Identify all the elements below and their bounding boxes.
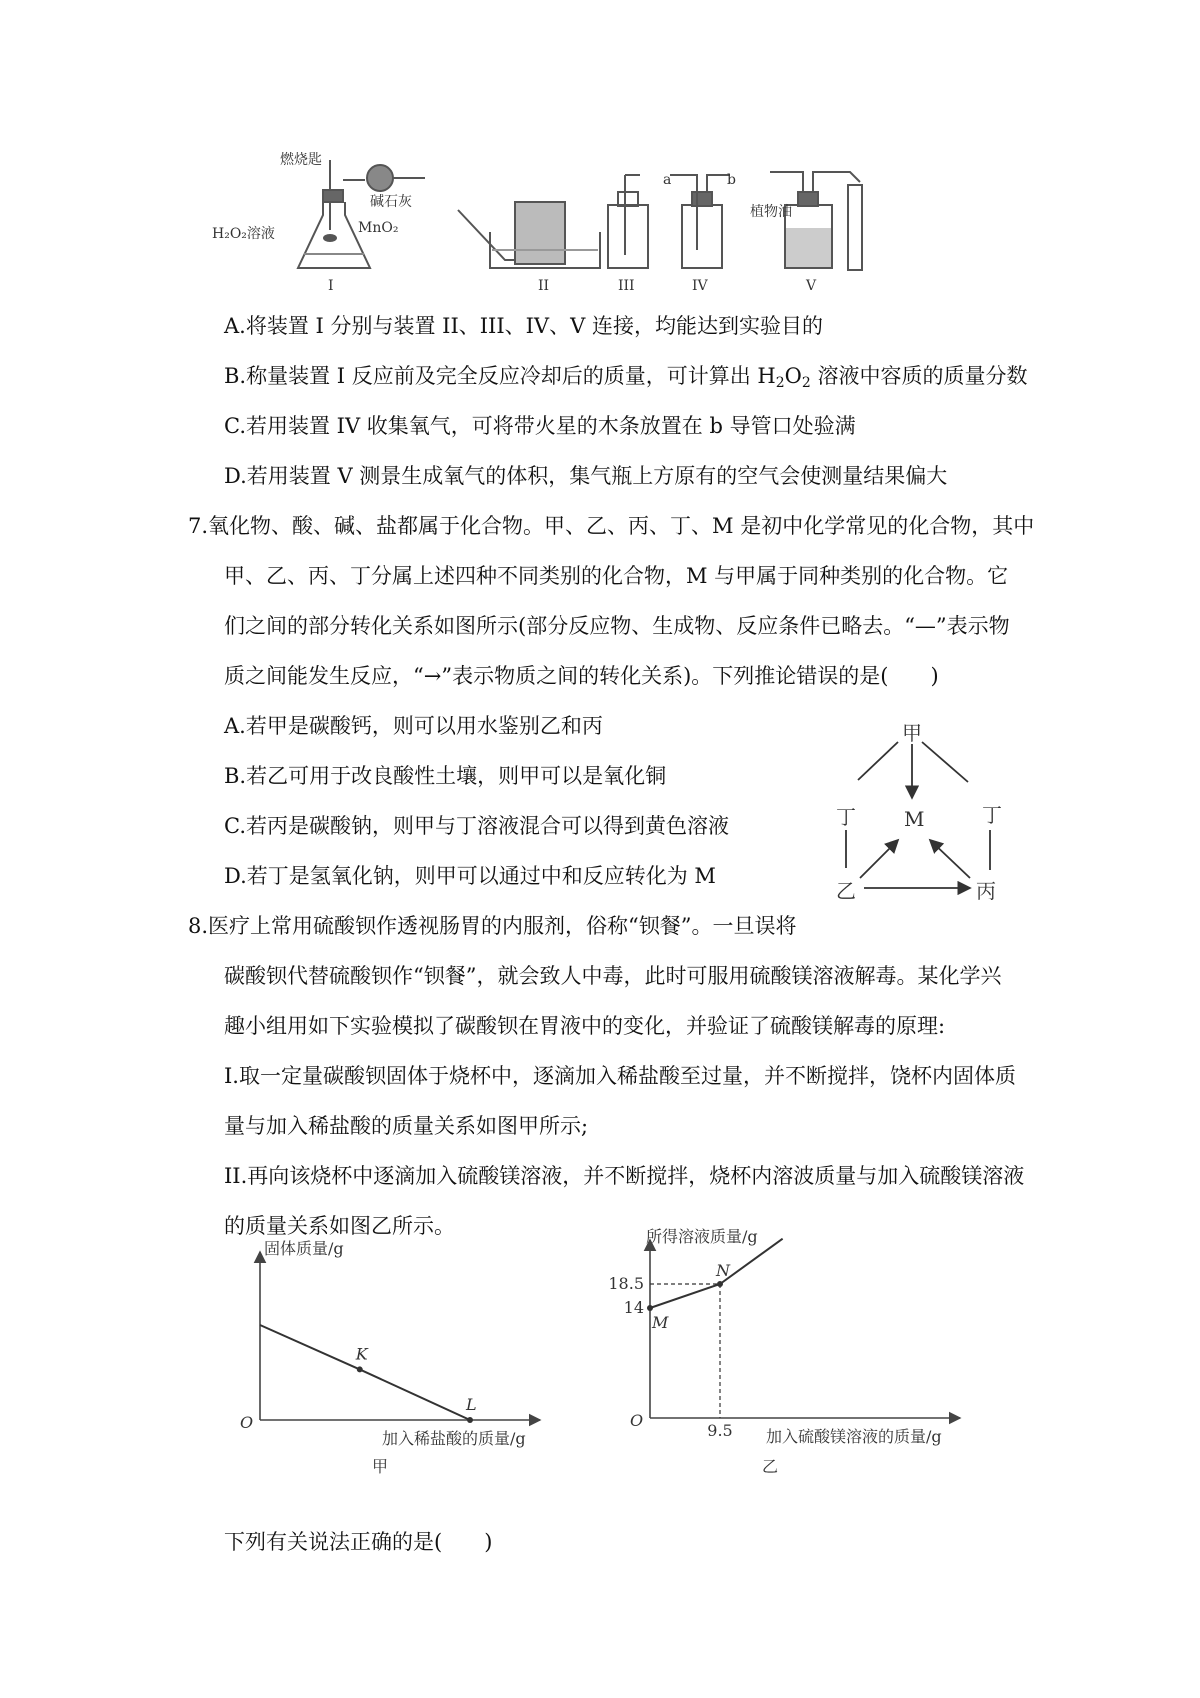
label-vegetable-oil: 植物油 — [750, 204, 792, 220]
chart-jia-point-label-L: L — [466, 1395, 477, 1414]
q6-option-b-sub1: 2 — [775, 375, 785, 391]
device-3 — [608, 175, 648, 268]
label-device-1: I — [328, 278, 334, 294]
q8-stem-line-2: 碳酸钡代替硫酸钡作“钡餐”，就会致人中毒，此时可服用硫酸镁溶液解毒。某化学兴 — [224, 964, 1002, 988]
node-ding-right: 丁 — [982, 803, 1002, 827]
q8-step-1-line-1: I.取一定量碳酸钡固体于烧杯中，逐滴加入稀盐酸至过量，并不断搅拌，饶杯内固体质 — [224, 1064, 1016, 1088]
chart-yi-xtick-9.5: 9.5 — [707, 1421, 733, 1440]
node-bing: 丙 — [976, 879, 996, 903]
device-5 — [770, 172, 862, 270]
label-device-5: V — [806, 278, 817, 294]
q6-option-b-mid: O — [784, 364, 802, 388]
label-device-2: II — [538, 278, 550, 294]
label-port-b: b — [727, 172, 736, 188]
chart-yi-point-label-N: N — [716, 1261, 730, 1280]
device-2 — [458, 202, 600, 268]
chart-jia-point-L — [467, 1417, 473, 1423]
chart-jia-point-K — [357, 1366, 363, 1372]
q6-option-b — [224, 362, 1028, 397]
chart-jia-point-label-K: K — [355, 1344, 368, 1364]
q7-option-b: B.若乙可用于改良酸性土壤，则甲可以是氧化铜 — [224, 764, 667, 788]
node-jia: 甲 — [902, 721, 922, 745]
chart-yi — [580, 1228, 1020, 1490]
chart-yi-point-N — [717, 1281, 723, 1287]
label-device-4: IV — [692, 278, 708, 294]
label-port-a: a — [663, 172, 672, 188]
chart-yi-point-label-M: M — [652, 1313, 669, 1332]
label-soda-lime: 碱石灰 — [370, 194, 412, 210]
chart-yi-ytick-18.5: 18.5 — [608, 1274, 644, 1293]
q8-step-1-line-2: 量与加入稀盐酸的质量关系如图甲所示; — [224, 1114, 589, 1138]
q8-step-2-line-2: 的质量关系如图乙所示。 — [224, 1214, 455, 1238]
q7-stem-line-1: 7.氧化物、酸、碱、盐都属于化合物。甲、乙、丙、丁、M 是初中化学常见的化合物，其中 — [188, 514, 1035, 538]
q7-option-a: A.若甲是碳酸钙，则可以用水鉴别乙和丙 — [224, 714, 603, 738]
q7-option-d: D.若丁是氢氧化钠，则甲可以通过中和反应转化为 M — [224, 864, 716, 888]
q7-option-c: C.若丙是碳酸钠，则甲与丁溶液混合可以得到黄色溶液 — [224, 814, 729, 838]
device-4 — [670, 175, 730, 268]
chart-yi-origin: O — [630, 1411, 644, 1430]
chart-jia-ylabel: 固体质量/g — [264, 1239, 344, 1258]
q8-stem-line-1: 8.医疗上常用硫酸钡作透视肠胃的内服剂，俗称“钡餐”。一旦误将 — [188, 914, 797, 938]
q7-stem-line-3: 们之间的部分转化关系如图所示(部分反应物、生成物、反应条件已略去。“—”表示物 — [224, 614, 1010, 638]
label-h2o2: H₂O₂溶液 — [212, 226, 275, 242]
node-ding-left: 丁 — [836, 805, 856, 829]
chart-yi-xlabel: 加入硫酸镁溶液的质量/g — [766, 1427, 942, 1446]
chart-jia — [220, 1240, 600, 1490]
label-mno2: MnO₂ — [358, 220, 399, 236]
node-m: M — [904, 807, 925, 831]
chart-yi-ytick-14: 14 — [623, 1298, 644, 1317]
q7-stem-line-4: 质之间能发生反应，“→”表示物质之间的转化关系)。下列推论错误的是( ) — [224, 664, 939, 688]
chart-yi-ylabel: 所得溶液质量/g — [646, 1227, 758, 1246]
chart-jia-series-line — [260, 1325, 470, 1420]
q6-option-d: D.若用装置 V 测景生成氧气的体积，集气瓶上方原有的空气会使测量结果偏大 — [224, 464, 948, 488]
node-yi: 乙 — [836, 879, 856, 903]
q6-option-b-post: 溶液中容质的质量分数 — [810, 364, 1028, 388]
label-device-3: III — [618, 278, 635, 294]
chart-yi-point-M — [647, 1305, 653, 1311]
q6-option-c: C.若用装置 IV 收集氧气，可将带火星的木条放置在 b 导管口处验满 — [224, 414, 856, 438]
q7-relation-diagram — [820, 720, 1020, 903]
chart-jia-xlabel: 加入稀盐酸的质量/g — [382, 1429, 526, 1448]
chart-jia-origin: O — [240, 1413, 254, 1432]
apparatus-figure — [212, 150, 920, 300]
q8-final-question: 下列有关说法正确的是( ) — [224, 1530, 493, 1554]
label-burning-stick: 燃烧匙 — [280, 152, 322, 168]
chart-jia-title: 甲 — [372, 1457, 389, 1476]
q6-option-b-pre: B.称量装置 I 反应前及完全反应冷却后的质量，可计算出 H — [224, 364, 776, 388]
q6-option-b-sub2: 2 — [801, 375, 811, 391]
q8-step-2-line-1: II.再向该烧杯中逐滴加入硫酸镁溶液，并不断搅拌，烧杯内溶波质量与加入硫酸镁溶液 — [224, 1164, 1025, 1188]
q7-stem-line-2: 甲、乙、丙、丁分属上述四种不同类别的化合物，M 与甲属于同种类别的化合物。它 — [224, 564, 1009, 588]
chart-yi-title: 乙 — [762, 1457, 779, 1476]
q8-stem-line-3: 趣小组用如下实验模拟了碳酸钡在胃液中的变化，并验证了硫酸镁解毒的原理: — [224, 1014, 946, 1038]
q6-option-a: A.将装置 I 分别与装置 II、III、IV、V 连接，均能达到实验目的 — [224, 314, 823, 338]
device-1 — [298, 160, 425, 268]
